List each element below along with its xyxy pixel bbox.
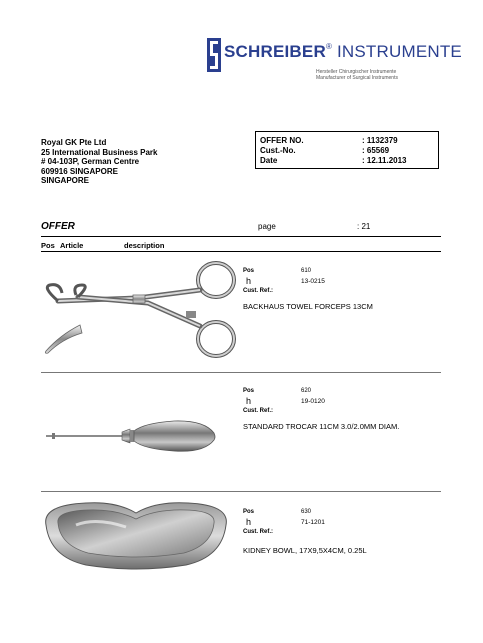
logo-wordmark <box>224 42 462 62</box>
logo-tagline <box>316 69 398 81</box>
offer-no-value: : 1132379 <box>362 136 398 145</box>
column-article: Article <box>60 241 84 250</box>
page-number: : 21 <box>357 222 371 231</box>
item-marker: h <box>246 396 252 406</box>
item-cust-ref: Cust. Ref.: <box>243 408 273 414</box>
item-pos-number: 630 <box>301 509 312 515</box>
item-marker: h <box>246 276 252 286</box>
offer-no-label: OFFER NO. <box>260 136 304 145</box>
logo-registered: ® <box>325 42 333 51</box>
item-description: BACKHAUS TOWEL FORCEPS 13CM <box>243 302 373 311</box>
item-cust-ref: Cust. Ref.: <box>243 529 273 535</box>
kidney-bowl-image <box>36 495 236 575</box>
page-label: page <box>258 222 276 231</box>
towel-forceps-image <box>38 253 238 368</box>
cust-no-row <box>260 146 390 155</box>
item-pos-number: 620 <box>301 388 312 394</box>
address-line: Royal GK Pte Ltd <box>41 138 107 147</box>
logo-tagline-en: Manufacturer of Surgical Instruments <box>316 75 398 81</box>
offer-no-row <box>260 136 398 145</box>
item-separator <box>41 491 441 492</box>
address-line: SINGAPORE <box>41 176 90 185</box>
schreiber-logo-mark-icon <box>207 38 221 72</box>
logo-tagline-de: Hersteller Chirurgischer Instrumente <box>316 69 397 75</box>
item-pos-number: 610 <box>301 268 312 274</box>
recipient-address <box>41 138 158 186</box>
address-line: # 04-103P, German Centre <box>41 157 140 166</box>
column-pos: Pos <box>41 241 55 250</box>
trocar-image <box>44 415 234 455</box>
date-label: Date <box>260 156 278 165</box>
item-pos-label: Pos <box>243 509 255 515</box>
item-article-number: 71-1201 <box>301 519 325 526</box>
item-article-number: 19-0120 <box>301 398 325 405</box>
column-description: description <box>124 241 165 250</box>
logo-brand: SCHREIBER <box>224 42 326 61</box>
date-row <box>260 156 407 165</box>
logo-suffix: INSTRUMENTE <box>336 42 462 61</box>
item-marker: h <box>246 517 252 527</box>
cust-no-label: Cust.-No. <box>260 146 296 155</box>
offer-info-box <box>255 131 439 169</box>
item-article-number: 13-0215 <box>301 278 325 285</box>
item-pos-label: Pos <box>243 268 255 274</box>
offer-title: OFFER <box>41 221 75 232</box>
header-rule <box>41 236 441 237</box>
item-cust-ref: Cust. Ref.: <box>243 288 273 294</box>
address-line: 25 International Business Park <box>41 147 158 157</box>
item-description: STANDARD TROCAR 11CM 3.0/2.0MM DIAM. <box>243 422 400 431</box>
item-separator <box>41 372 441 373</box>
column-rule <box>41 251 441 252</box>
item-pos-label: Pos <box>243 388 255 394</box>
address-line: 609916 SINGAPORE <box>41 166 118 176</box>
item-description: KIDNEY BOWL, 17X9,5X4CM, 0.25L <box>243 546 367 555</box>
date-value: : 12.11.2013 <box>362 156 407 165</box>
cust-no-value: : 65569 <box>362 146 390 155</box>
